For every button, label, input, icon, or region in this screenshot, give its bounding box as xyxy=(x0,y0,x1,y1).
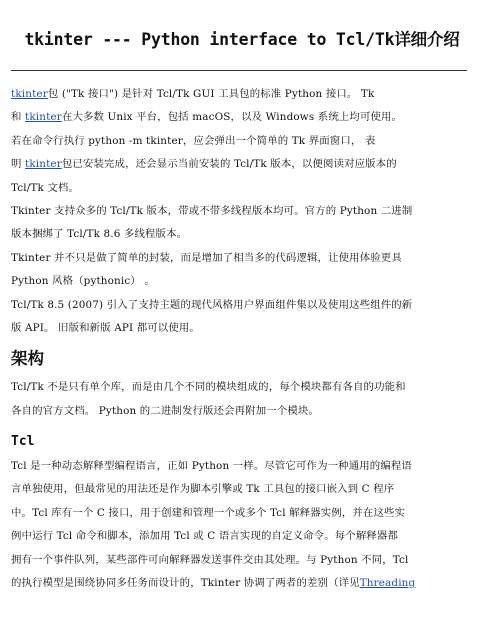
intro-line-4 xyxy=(11,153,473,176)
intro-line-7: 版本捆绑了 Tcl/Tk 8.6 多线程版本。 xyxy=(11,228,188,241)
tkinter-link-3[interactable]: tkinter xyxy=(25,158,62,171)
tcl-line-5: 拥有一个事件队列，某些部件可向解释器发送事件交由其处理。与 Python 不同，Tcl xyxy=(11,553,409,566)
tcl-line-6 xyxy=(11,572,473,595)
tcl-section xyxy=(11,455,473,595)
tcl-line-1: Tcl 是一种动态解释型编程语言，正如 Python 一样。尽管它可作为一种通用的编程语 xyxy=(11,460,412,473)
intro-line-1-text: 包 ("Tk 接口") 是针对 Tcl/Tk GUI 工具包的标准 Python 接口。 Tk xyxy=(47,88,375,100)
intro-line-2 xyxy=(11,106,473,129)
threading-link[interactable]: Threading xyxy=(359,577,416,590)
intro-line-3: 若在命令行执行 python -m tkinter，应会弹出一个简单的 Tk 界面窗口， 表 xyxy=(11,134,376,147)
intro-line-11: 版 API。 旧版和新版 API 都可以使用。 xyxy=(11,321,200,334)
page-title: tkinter --- Python interface to Tcl/Tk详细介绍 xyxy=(24,30,460,49)
intro-line-10: Tcl/Tk 8.5 (2007) 引入了支持主题的现代风格用户界面组件集以及使用这些组件的新 xyxy=(11,298,413,311)
intro-line-5: Tcl/Tk 文档。 xyxy=(11,181,79,194)
tcl-line-3: 中。Tcl 库有一个 C 接口，用于创建和管理一个或多个 Tcl 解释器实例，并在这些实 xyxy=(11,506,406,519)
intro-line-2-text: 在大多数 Unix 平台，包括 macOS，以及 Windows 系统上均可使用。 xyxy=(61,111,403,124)
tcl-line-6-text: 的执行模型是围绕协同多任务而设计的，Tkinter 协调了两者的差别（详见 xyxy=(11,577,360,590)
tkinter-link-2[interactable]: tkinter xyxy=(25,111,62,124)
architecture-section xyxy=(11,376,473,423)
intro-line-9: Python 风格（pythonic） 。 xyxy=(11,275,155,288)
tkinter-link-1[interactable]: tkinter xyxy=(11,88,48,100)
section-heading-architecture: 架构 xyxy=(11,349,44,369)
intro-section xyxy=(11,83,473,340)
section-heading-tcl: Tcl xyxy=(11,434,35,450)
tcl-line-2: 言单独使用，但最常见的用法还是作为脚本引擎或 Tk 工具包的接口嵌入到 C 程序 xyxy=(11,483,395,496)
intro-line-8: Tkinter 并不只是做了简单的封装，而是增加了相当多的代码逻辑，让使用体验更具 xyxy=(11,251,402,264)
tcl-line-4: 例中运行 Tcl 命令和脚本，添加用 Tcl 或 C 语言实现的自定义命令。每个解释器都 xyxy=(11,530,399,543)
arch-line-2: 各自的官方文档。 Python 的二进制发行版还会再附加一个模块。 xyxy=(11,404,319,417)
intro-line-1 xyxy=(11,83,473,106)
intro-line-4-pre: 明 xyxy=(11,158,25,171)
intro-line-6: Tkinter 支持众多的 Tcl/Tk 版本，带或不带多线程版本均可。官方的 Python 二进制 xyxy=(11,204,413,217)
intro-line-4-text: 包已安装完成，还会显示当前安装的 Tcl/Tk 版本，以便阅读对应版本的 xyxy=(61,158,397,171)
arch-line-1: Tcl/Tk 不是只有单个库，而是由几个不同的模块组成的，每个模块都有各自的功能和 xyxy=(11,381,406,394)
title-divider xyxy=(11,70,467,71)
intro-line-2-pre: 和 xyxy=(11,111,25,124)
